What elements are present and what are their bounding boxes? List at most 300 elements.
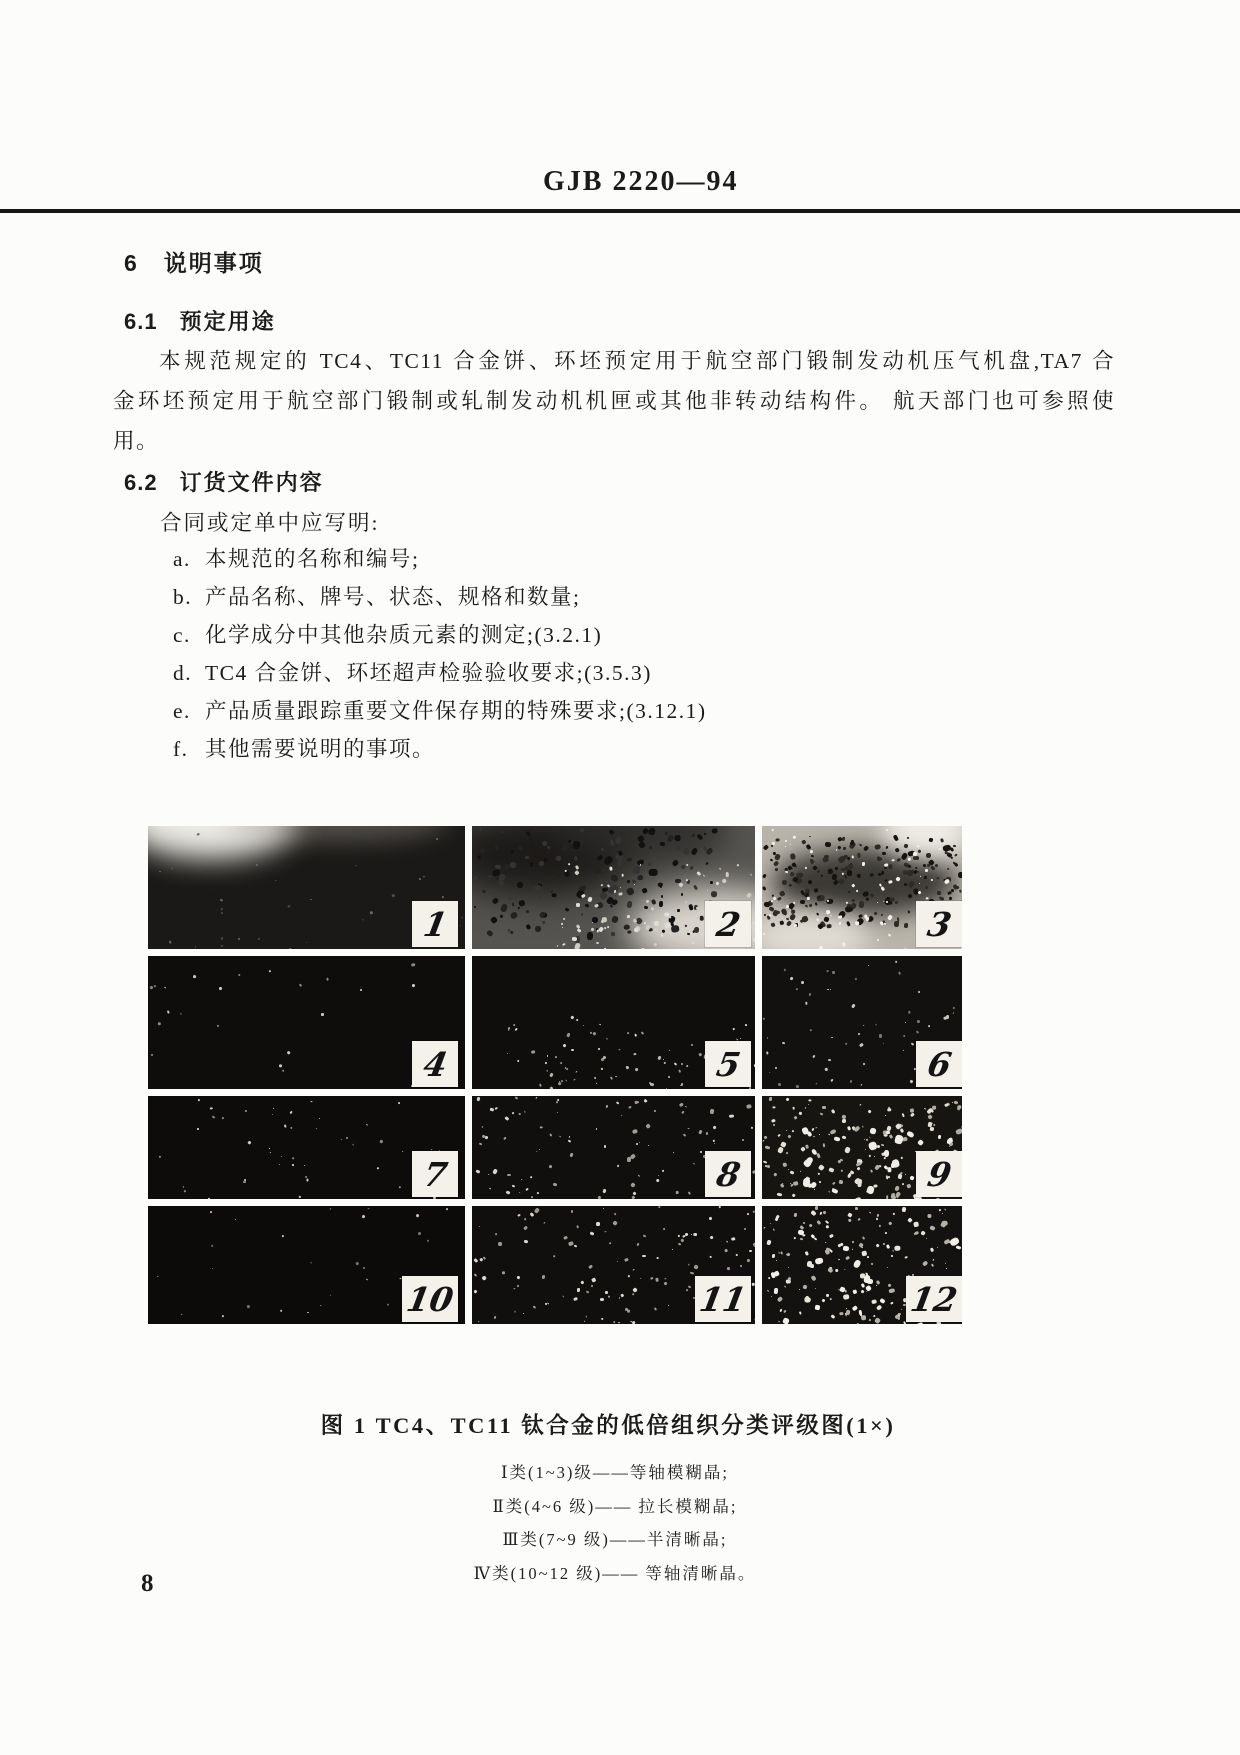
photo-texture-speck	[901, 1309, 903, 1311]
photo-texture-speck	[530, 1176, 533, 1178]
photo-texture-speck	[765, 1145, 770, 1149]
photo-texture-speck	[792, 835, 796, 839]
photo-texture-speck	[244, 1109, 246, 1111]
photo-texture-speck	[895, 961, 898, 964]
photo-texture-speck	[492, 1169, 498, 1175]
panel-number-chip	[916, 1151, 962, 1197]
photo-texture-speck	[615, 1075, 617, 1077]
photo-texture-speck	[398, 1102, 401, 1105]
photo-texture-speck	[499, 914, 503, 918]
photo-texture-speck	[810, 1210, 816, 1216]
photo-texture-speck	[634, 1052, 637, 1055]
photo-texture-speck	[685, 1289, 688, 1292]
photo-texture-speck	[180, 1013, 182, 1015]
photo-texture-speck	[889, 1289, 895, 1294]
photo-texture-speck	[859, 1043, 864, 1048]
photo-texture-speck	[776, 1260, 777, 1261]
photo-texture-speck	[643, 905, 648, 909]
photo-texture-speck	[907, 1218, 912, 1223]
photo-texture-speck	[793, 1213, 797, 1217]
photo-texture-speck	[930, 1247, 934, 1252]
photo-texture-speck	[478, 1226, 480, 1228]
item-label: c.	[173, 623, 191, 647]
photo-texture-speck	[903, 1049, 904, 1050]
photo-texture-speck	[377, 1167, 380, 1169]
photo-texture-speck	[256, 863, 258, 865]
photo-texture-speck	[246, 1304, 250, 1308]
photo-texture-speck	[762, 886, 767, 891]
photo-texture-speck	[691, 834, 694, 837]
photo-texture-speck	[697, 871, 701, 875]
photo-texture-speck	[679, 1103, 684, 1108]
photo-texture-speck	[958, 872, 962, 878]
list-item-c	[173, 619, 973, 657]
photo-texture-speck	[487, 929, 495, 937]
photo-texture-speck	[893, 1212, 895, 1214]
photo-texture-speck	[169, 940, 172, 943]
photo-texture-speck	[387, 1303, 389, 1305]
photo-texture-speck	[763, 1160, 767, 1164]
photo-texture-speck	[289, 1111, 293, 1115]
photo-texture-speck	[914, 1231, 919, 1236]
photo-texture-speck	[782, 1317, 789, 1324]
photo-texture-speck	[489, 1187, 491, 1189]
photo-texture-speck	[610, 1077, 613, 1080]
photo-texture-speck	[587, 932, 594, 940]
photo-texture-speck	[885, 1115, 887, 1117]
photo-texture-speck	[857, 1182, 862, 1187]
photo-texture-speck	[886, 1196, 889, 1199]
photo-texture-speck	[875, 1285, 876, 1286]
photo-texture-speck	[764, 1227, 766, 1229]
photo-texture-speck	[883, 1043, 884, 1045]
photo-texture-speck	[814, 1189, 815, 1190]
photo-texture-speck	[284, 1124, 286, 1127]
photo-texture-speck	[862, 1236, 866, 1240]
photo-texture-speck	[800, 1146, 806, 1151]
photo-texture-speck	[954, 853, 957, 856]
photo-texture-speck	[948, 896, 952, 900]
photo-texture-speck	[855, 1207, 858, 1210]
photo-texture-speck	[698, 1130, 702, 1134]
photo-texture-speck	[541, 920, 546, 925]
photo-texture-speck	[805, 1251, 809, 1256]
photo-texture-speck	[851, 855, 854, 859]
photo-texture-speck	[474, 906, 476, 908]
photo-texture-speck	[275, 880, 277, 882]
panel-number: 9	[924, 1154, 954, 1194]
photo-texture-speck	[854, 1125, 861, 1132]
photo-texture-speck	[900, 1128, 904, 1133]
paragraph-line: 本规范规定的 TC4、TC11 合金饼、环坯预定用于航空部门锻制发动机压气机盘,TA7 合	[159, 349, 1115, 373]
photo-texture-speck	[657, 1056, 662, 1061]
photo-texture-speck	[158, 1155, 161, 1158]
photo-texture-speck	[503, 1136, 506, 1139]
photo-texture-speck	[901, 1113, 905, 1118]
figure-panel-10	[148, 1206, 465, 1324]
photo-texture-speck	[875, 1218, 878, 1221]
photo-texture-speck	[279, 1309, 282, 1312]
photo-texture-speck	[572, 936, 577, 941]
photo-texture-speck	[939, 848, 941, 850]
photo-texture-speck	[806, 1260, 811, 1267]
photo-texture-speck	[668, 1304, 670, 1306]
photo-texture-speck	[946, 1267, 947, 1268]
photo-texture-speck	[633, 1269, 635, 1271]
item-text: 产品质量跟踪重要文件保存期的特殊要求;(3.12.1)	[205, 699, 707, 723]
photo-texture-speck	[747, 1213, 749, 1215]
panel-number-chip	[695, 1276, 751, 1322]
photo-texture-speck	[654, 1110, 656, 1112]
photo-texture-speck	[494, 1107, 498, 1110]
photo-texture-speck	[860, 1315, 866, 1321]
photo-texture-speck	[943, 1016, 948, 1020]
photo-texture-speck	[937, 891, 941, 895]
photo-texture-speck	[726, 1267, 729, 1271]
photo-texture-speck	[569, 1136, 571, 1138]
photo-texture-speck	[519, 900, 526, 907]
photo-texture-speck	[477, 1096, 480, 1100]
photo-texture-speck	[910, 1175, 915, 1180]
panel-number-chip	[705, 901, 751, 947]
photo-texture-speck	[212, 1268, 213, 1269]
photo-texture-speck	[830, 1079, 834, 1083]
photo-texture-speck	[898, 1312, 902, 1315]
photo-texture-speck	[320, 1305, 321, 1306]
photo-texture-speck	[183, 1190, 185, 1192]
photo-texture-speck	[830, 1298, 832, 1300]
photo-texture-speck	[519, 1192, 521, 1193]
subsection-title: 订货文件内容	[179, 470, 324, 495]
photo-texture-speck	[631, 1320, 635, 1324]
photo-texture-speck	[748, 1250, 751, 1253]
photo-texture-speck	[663, 1059, 664, 1060]
photo-texture-speck	[793, 1181, 798, 1186]
photo-texture-speck	[749, 1087, 752, 1089]
photo-texture-speck	[680, 864, 686, 870]
photo-texture-speck	[959, 890, 962, 893]
photo-texture-speck	[827, 970, 829, 972]
photo-texture-speck	[740, 1038, 741, 1039]
photo-texture-speck	[657, 1257, 659, 1259]
photo-texture-speck	[653, 928, 658, 932]
photo-texture-speck	[888, 934, 891, 937]
photo-texture-speck	[783, 1309, 786, 1312]
photo-texture-speck	[625, 887, 634, 896]
photo-texture-speck	[794, 924, 797, 927]
photo-texture-speck	[627, 1274, 629, 1276]
photo-texture-speck	[550, 1086, 554, 1089]
photo-texture-speck	[505, 1117, 510, 1121]
photo-texture-speck	[571, 1049, 574, 1051]
photo-texture-speck	[777, 1146, 784, 1154]
photo-texture-speck	[621, 1293, 625, 1297]
panel-number-chip	[412, 901, 458, 947]
photo-texture-speck	[526, 910, 530, 914]
photo-texture-speck	[768, 1072, 769, 1073]
photo-texture-speck	[772, 841, 776, 845]
photo-texture-speck	[352, 1144, 354, 1146]
photo-texture-speck	[524, 1110, 525, 1112]
photo-texture-speck	[655, 1278, 659, 1282]
photo-texture-speck	[670, 1050, 671, 1051]
photo-texture-speck	[531, 1050, 535, 1053]
photo-texture-speck	[942, 1213, 943, 1214]
panel-number: 10	[403, 1279, 457, 1319]
photo-texture-speck	[159, 871, 161, 873]
photo-texture-speck	[891, 1302, 894, 1305]
photo-texture-speck	[477, 1321, 479, 1322]
item-text: 本规范的名称和编号;	[205, 547, 420, 571]
photo-texture-speck	[879, 1298, 886, 1304]
photo-texture-speck	[536, 1151, 537, 1152]
photo-texture-speck	[780, 1183, 785, 1188]
photo-texture-speck	[953, 862, 958, 867]
photo-texture-speck	[655, 1178, 659, 1182]
photo-texture-speck	[844, 855, 848, 859]
photo-texture-speck	[847, 1213, 852, 1218]
photo-texture-speck	[681, 1111, 685, 1115]
photo-texture-speck	[286, 1051, 290, 1055]
photo-texture-speck	[812, 1128, 815, 1131]
figure-photo-grid	[148, 826, 962, 1324]
photo-texture-speck	[944, 1103, 949, 1107]
photo-texture-speck	[816, 1220, 820, 1225]
photo-texture-speck	[636, 1243, 639, 1247]
photo-texture-speck	[909, 1080, 913, 1084]
photo-texture-speck	[735, 1253, 737, 1255]
photo-texture-speck	[514, 1027, 518, 1031]
panel-number-chip	[906, 1276, 962, 1322]
photo-texture-speck	[906, 1130, 915, 1138]
photo-texture-speck	[473, 1258, 477, 1263]
photo-texture-speck	[842, 1135, 847, 1139]
photo-texture-speck	[869, 1154, 871, 1157]
photo-texture-speck	[673, 1151, 675, 1153]
photo-texture-speck	[526, 924, 531, 930]
photo-texture-speck	[798, 1111, 802, 1115]
photo-texture-speck	[611, 915, 619, 923]
figure-legend	[0, 1456, 1230, 1590]
photo-texture-speck	[884, 1232, 886, 1234]
photo-texture-speck	[842, 872, 844, 874]
photo-texture-speck	[577, 1288, 580, 1292]
photo-texture-speck	[772, 1107, 775, 1109]
photo-texture-speck	[810, 1181, 818, 1189]
photo-texture-speck	[509, 897, 512, 900]
photo-texture-speck	[281, 1235, 283, 1237]
photo-texture-speck	[605, 1231, 607, 1232]
photo-texture-speck	[193, 975, 197, 979]
photo-texture-speck	[904, 948, 906, 949]
photo-texture-speck	[843, 1245, 850, 1251]
photo-texture-speck	[847, 870, 852, 876]
photo-texture-speck	[838, 1179, 843, 1184]
photo-texture-speck	[920, 1231, 925, 1237]
photo-texture-speck	[864, 1149, 865, 1150]
photo-texture-speck	[867, 1255, 869, 1257]
photo-texture-speck	[810, 1029, 812, 1031]
photo-texture-speck	[950, 889, 953, 892]
photo-texture-speck	[954, 1101, 958, 1105]
photo-texture-speck	[541, 1275, 545, 1279]
photo-texture-speck	[800, 1171, 801, 1173]
photo-texture-speck	[693, 1163, 695, 1165]
photo-texture-speck	[674, 1062, 677, 1065]
item-text: 产品名称、牌号、状态、规格和数量;	[205, 585, 581, 609]
photo-texture-speck	[171, 867, 174, 870]
photo-texture-speck	[627, 879, 630, 882]
photo-texture-speck	[690, 1271, 694, 1274]
item-text: TC4 合金饼、环坯超声检验验收要求;(3.5.3)	[205, 661, 652, 685]
photo-texture-speck	[288, 905, 291, 908]
photo-texture-speck	[634, 884, 636, 885]
photo-texture-speck	[801, 981, 804, 985]
photo-texture-speck	[834, 1136, 841, 1142]
photo-texture-speck	[482, 1126, 484, 1128]
photo-texture-speck	[830, 914, 832, 916]
photo-texture-speck	[612, 1221, 618, 1227]
photo-texture-speck	[561, 923, 564, 926]
figure-panel-5	[472, 956, 755, 1089]
photo-texture-speck	[814, 1258, 823, 1266]
photo-texture-speck	[621, 874, 623, 877]
photo-texture-speck	[825, 1225, 828, 1228]
photo-texture-speck	[809, 836, 811, 837]
photo-texture-speck	[586, 1315, 588, 1317]
photo-texture-speck	[746, 1104, 752, 1109]
figure-panel-9	[762, 1096, 962, 1199]
photo-texture-speck	[805, 1106, 807, 1108]
photo-texture-speck	[658, 1206, 661, 1209]
photo-texture-speck	[360, 989, 362, 992]
photo-texture-speck	[742, 1139, 744, 1141]
photo-texture-speck	[916, 1020, 920, 1024]
photo-texture-speck	[689, 865, 694, 870]
photo-texture-speck	[525, 1187, 529, 1191]
photo-texture-speck	[607, 925, 610, 928]
photo-texture-speck	[507, 1052, 508, 1053]
photo-texture-speck	[506, 1190, 511, 1194]
photo-texture-speck	[557, 1112, 558, 1113]
photo-texture-speck	[819, 1113, 822, 1116]
photo-texture-speck	[784, 1285, 786, 1287]
subsection-title: 预定用途	[179, 309, 276, 334]
photo-texture-speck	[719, 1206, 721, 1208]
photo-texture-speck	[910, 1113, 915, 1118]
photo-texture-speck	[638, 875, 644, 880]
photo-texture-speck	[868, 965, 869, 966]
photo-texture-speck	[710, 891, 717, 897]
photo-texture-speck	[596, 942, 599, 945]
page-number: 8	[141, 1570, 154, 1597]
photo-texture-speck	[943, 844, 952, 851]
photo-texture-speck	[523, 1240, 527, 1244]
photo-texture-speck	[886, 1244, 890, 1249]
item-text: 化学成分中其他杂质元素的测定;(3.2.1)	[205, 623, 603, 647]
photo-texture-speck	[777, 1321, 779, 1323]
photo-texture-speck	[828, 1058, 831, 1061]
panel-number-chip	[402, 1276, 458, 1322]
photo-texture-speck	[587, 897, 593, 903]
photo-texture-speck	[562, 1296, 564, 1299]
photo-texture-speck	[892, 1250, 894, 1252]
photo-texture-speck	[568, 1240, 574, 1245]
photo-texture-speck	[773, 1229, 775, 1231]
photo-texture-speck	[573, 1297, 578, 1301]
photo-texture-speck	[813, 1237, 817, 1240]
photo-texture-speck	[562, 1043, 566, 1047]
photo-texture-speck	[888, 1108, 892, 1111]
photo-texture-speck	[843, 847, 846, 850]
photo-texture-speck	[714, 1143, 716, 1145]
photo-texture-speck	[788, 1135, 792, 1139]
photo-texture-speck	[366, 1123, 368, 1125]
photo-texture-speck	[832, 971, 835, 974]
photo-texture-speck	[219, 987, 222, 991]
photo-texture-speck	[665, 1278, 667, 1280]
photo-texture-speck	[830, 989, 831, 990]
photo-texture-speck	[158, 1022, 161, 1025]
photo-texture-speck	[402, 1151, 404, 1153]
photo-texture-speck	[654, 1307, 657, 1311]
photo-texture-speck	[830, 1250, 833, 1253]
photo-texture-speck	[868, 1140, 878, 1150]
figure-panel-7	[148, 1096, 465, 1199]
photo-texture-speck	[685, 1065, 688, 1068]
photo-texture-speck	[569, 1152, 573, 1157]
photo-texture-speck	[567, 1032, 571, 1036]
photo-texture-speck	[424, 875, 426, 877]
photo-texture-speck	[618, 892, 623, 896]
order-contents-list	[173, 543, 973, 771]
photo-texture-speck	[790, 853, 796, 860]
photo-texture-speck	[844, 1146, 850, 1153]
photo-texture-speck	[894, 1134, 904, 1144]
photo-texture-speck	[778, 1252, 780, 1254]
photo-texture-speck	[850, 840, 853, 843]
photo-texture-speck	[705, 862, 708, 866]
subsection-number: 6.2	[124, 470, 158, 495]
photo-texture-speck	[258, 937, 260, 939]
panel-number-chip	[916, 1041, 962, 1087]
photo-texture-speck	[644, 1099, 647, 1102]
photo-texture-speck	[310, 898, 312, 900]
photo-texture-speck	[737, 863, 740, 865]
photo-texture-speck	[641, 1031, 644, 1034]
photo-texture-speck	[552, 893, 557, 897]
photo-texture-speck	[808, 1104, 809, 1105]
photo-texture-speck	[821, 1298, 825, 1302]
photo-texture-speck	[771, 1119, 775, 1123]
photo-texture-speck	[863, 1025, 864, 1026]
photo-texture-speck	[362, 1215, 366, 1219]
photo-texture-speck	[881, 1144, 884, 1147]
panel-number: 11	[696, 1279, 750, 1319]
photo-texture-speck	[642, 848, 647, 854]
photo-texture-speck	[648, 1145, 650, 1147]
photo-texture-speck	[603, 947, 606, 949]
list-intro: 合同或定单中应写明:	[160, 511, 380, 535]
photo-texture-speck	[592, 1032, 596, 1036]
photo-texture-speck	[805, 1144, 809, 1149]
photo-texture-speck	[731, 1237, 735, 1240]
photo-texture-speck	[157, 1276, 159, 1277]
item-label: b.	[173, 585, 193, 609]
photo-texture-speck	[876, 1213, 879, 1216]
photo-texture-speck	[562, 927, 563, 928]
photo-texture-speck	[220, 899, 223, 902]
